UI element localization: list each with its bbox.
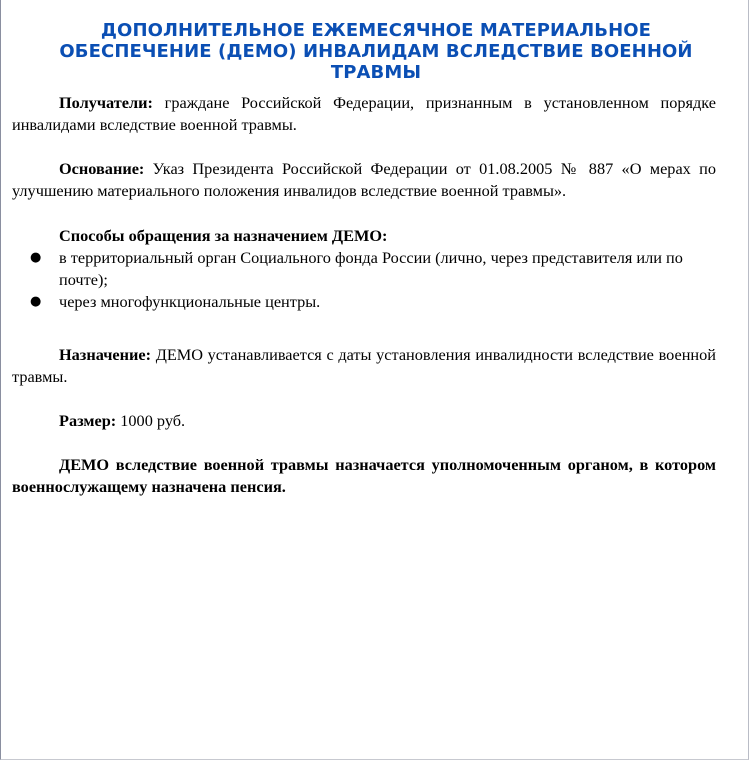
amount-text: 1000 руб.: [116, 411, 186, 430]
document-title: ДОПОЛНИТЕЛЬНОЕ ЕЖЕМЕСЯЧНОЕ МАТЕРИАЛЬНОЕ ОБЕСПЕЧЕНИЕ (ДЕМО) ИНВАЛИДАМ ВСЛЕДСТВИЕ ВОЕННОЙ ТРАВМЫ: [59, 20, 693, 83]
amount-paragraph: [12, 410, 716, 432]
bullet-icon: ●: [30, 250, 42, 265]
list-item: [12, 247, 716, 291]
application-ways-heading: Способы обращения за назначением ДЕМО:: [59, 226, 388, 245]
basis-paragraph: [12, 158, 716, 202]
basis-text: Указ Президента Российской Федерации от 01.08.2005 № 887 «О мерах по улучшению материального положения инвалидов вследствие военной травмы».: [12, 159, 716, 200]
list-item-text: в территориальный орган Социального фонда России (лично, через представителя или по почте);: [59, 248, 683, 289]
assignment-label: Назначение:: [59, 345, 152, 364]
list-item: [12, 291, 716, 313]
assignment-paragraph: [12, 344, 716, 388]
recipients-paragraph: [12, 92, 716, 136]
document-body: [12, 92, 716, 498]
list-item-text: через многофункциональные центры.: [59, 292, 321, 311]
assignment-text: ДЕМО устанавливается с даты установления инвалидности вследствие военной травмы.: [12, 345, 716, 386]
application-ways-list: [12, 247, 716, 313]
basis-label: Основание:: [59, 159, 145, 178]
recipients-label: Получатели:: [59, 93, 153, 112]
recipients-text: граждане Российской Федерации, признанным в установленном порядке инвалидами вследствие военной травмы.: [12, 93, 716, 134]
final-note: ДЕМО вследствие военной травмы назначается уполномоченным органом, в котором военнослужащему назначена пенсия.: [12, 455, 716, 496]
bullet-icon: ●: [30, 294, 42, 309]
amount-label: Размер:: [59, 411, 117, 430]
